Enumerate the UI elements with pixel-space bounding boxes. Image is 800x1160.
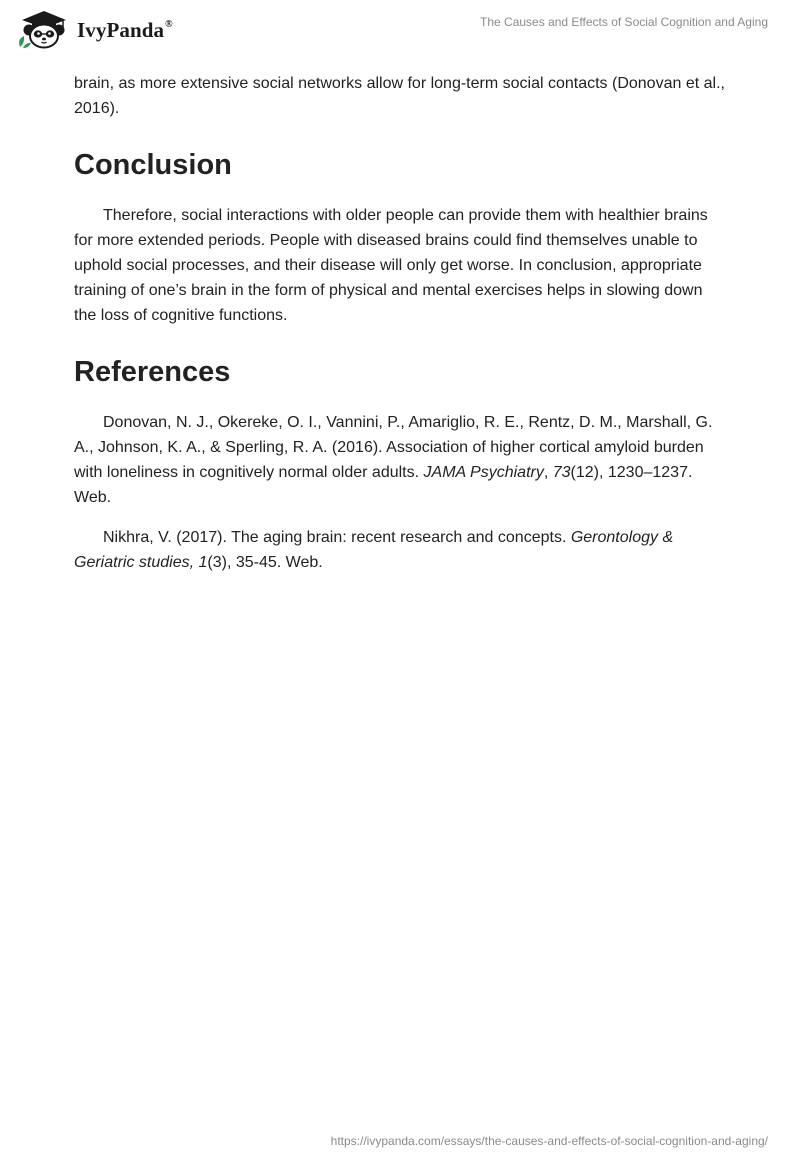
panda-graduate-logo-icon <box>14 9 74 49</box>
conclusion-heading: Conclusion <box>74 149 232 181</box>
references-heading: References <box>74 356 231 388</box>
document-title: The Causes and Effects of Social Cognition and Aging <box>480 15 768 29</box>
ivypanda-logo[interactable] <box>14 9 173 49</box>
logo-wordmark: IvyPanda® <box>77 17 173 42</box>
reference-entry-nikhra: Nikhra, V. (2017). The aging brain: recent research and concepts. Gerontology & Geriatric studies, 1(3), 35-45. Web. <box>74 529 674 571</box>
reference-entry-donovan: Donovan, N. J., Okereke, O. I., Vannini, P., Amariglio, R. E., Rentz, D. M., Marshall, G. A., Johnson, K. A., & Sperling, R. A. (2016). Association of higher cortical amyloid burden with loneliness in cognitively normal older adults. JAMA Psychiatry, 73(12), 1230–1237. Web. <box>74 414 713 506</box>
continued-paragraph: brain, as more extensive social networks allow for long-term social contacts (Donovan et al., 2016). <box>74 75 725 117</box>
page-header <box>0 0 800 64</box>
conclusion-paragraph: Therefore, social interactions with older people can provide them with healthier brains for more extended periods. People with diseased brains could find themselves unable to uphold social processes, and their disease will only get worse. In conclusion, appropriate training of one’s brain in the form of physical and mental exercises helps in slowing down the loss of cognitive functions. <box>74 207 708 324</box>
essay-content <box>74 71 726 590</box>
registered-mark: ® <box>165 18 173 30</box>
source-url-link[interactable]: https://ivypanda.com/essays/the-causes-and-effects-of-social-cognition-and-aging/ <box>330 1134 768 1148</box>
